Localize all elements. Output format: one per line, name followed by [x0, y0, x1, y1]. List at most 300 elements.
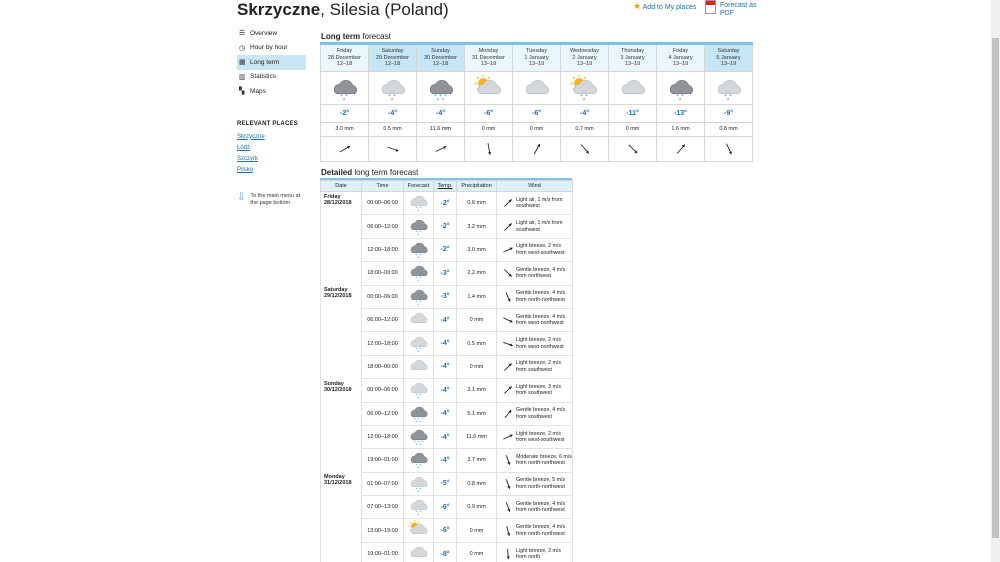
forecast-pdf-label: Forecast as PDF	[720, 2, 757, 17]
wind-arrow-icon	[500, 408, 516, 420]
date-value: 30/12/2018	[324, 386, 352, 393]
wind-description: Light breeze, 3 m/s from southwest	[516, 383, 562, 397]
bar-chart-icon: ▥	[239, 73, 246, 81]
day-day: Saturday	[381, 48, 404, 54]
day-precipitation: 0 mm	[609, 123, 657, 136]
wind-description: Light breeze, 2 m/s from west-southwest	[516, 243, 565, 256]
temperature-cell: -3°	[434, 285, 457, 308]
time-cell: 18:00–00:00	[362, 262, 404, 285]
wind-info	[500, 290, 572, 303]
wind-arrow-icon	[500, 314, 516, 326]
day-header[interactable]	[465, 45, 513, 71]
date-value: 31/12/2018	[324, 480, 352, 487]
day-day: Sunday	[431, 48, 450, 54]
svg-text:*: *	[417, 416, 420, 421]
wind-description: Gentle breeze, 4 m/s from north-northwest	[516, 500, 566, 514]
long-term-forecast-table	[320, 42, 753, 162]
svg-text:*: *	[441, 97, 445, 102]
day-header[interactable]	[513, 45, 561, 71]
precipitation-row	[320, 123, 753, 137]
svg-text:*: *	[676, 93, 679, 100]
sun-cloud-icon	[465, 72, 513, 104]
svg-text:*: *	[417, 302, 420, 306]
wind-arrow-icon	[500, 525, 516, 537]
detailed-title-rest: long term forecast	[352, 168, 419, 177]
cloud-snow-icon	[408, 205, 429, 214]
wind-cell	[497, 425, 573, 448]
temperature-cell: -4°	[434, 332, 457, 355]
precipitation-cell: 3.2 mm	[457, 215, 497, 238]
wind-info	[500, 267, 572, 280]
svg-text:*: *	[434, 93, 437, 100]
scrollbar-thumb[interactable]	[992, 38, 999, 538]
svg-text:*: *	[419, 205, 421, 210]
svg-text:*: *	[345, 93, 348, 100]
day-day: Thursday	[621, 48, 644, 54]
temperature-cell: -2°	[434, 215, 457, 238]
wind-arrow-icon	[500, 338, 516, 350]
time-cell: 18:00–00:00	[362, 355, 404, 378]
svg-text:*: *	[388, 93, 391, 100]
day-temperature: -4°	[417, 105, 465, 122]
forecast-cell	[404, 355, 434, 378]
day-day: Saturday	[717, 48, 740, 54]
svg-text:*: *	[419, 486, 421, 491]
time-cell: 00:00–06:00	[362, 379, 404, 402]
temperature-cell: -5°	[434, 472, 457, 495]
forecast-cell	[404, 215, 434, 238]
map-icon: ▚	[239, 88, 245, 96]
date-value: 28/12/2018	[324, 200, 352, 206]
date-day: Friday	[324, 194, 341, 200]
place-region: , Silesia (Poland)	[320, 0, 449, 19]
wind-description: Light breeze, 2 m/s from west-southwest	[516, 430, 565, 444]
day-temperature: -4°	[561, 105, 609, 122]
icons-row	[320, 72, 753, 105]
svg-text:*: *	[681, 93, 684, 100]
relevant-place-link[interactable]: Szczyrk	[237, 156, 258, 163]
wind-arrow-icon	[513, 137, 561, 161]
wind-info	[500, 220, 572, 233]
cloud-snow-icon	[408, 465, 429, 471]
wind-cell	[497, 308, 573, 331]
svg-text:*: *	[419, 229, 421, 234]
svg-text:*: *	[413, 416, 416, 421]
wind-description: Light breeze, 2 m/s from north	[516, 547, 562, 561]
svg-text:*: *	[415, 346, 418, 351]
svg-text:*: *	[340, 93, 343, 100]
wind-description: Gentle breeze, 4 m/s from west-northwest	[516, 313, 566, 327]
cloud-snow-icon	[657, 72, 705, 104]
temperature-cell: -4°	[434, 308, 457, 331]
day-precipitation: 0 mm	[513, 123, 561, 136]
forecast-cell	[404, 449, 434, 472]
precipitation-cell: 3.0 mm	[457, 238, 497, 261]
svg-text:*: *	[582, 97, 586, 102]
svg-text:*: *	[726, 97, 730, 102]
cloud-heavy-snow-icon	[417, 72, 465, 104]
svg-text:*: *	[417, 349, 420, 353]
column-header-date: Date	[321, 181, 362, 192]
svg-text:*: *	[390, 97, 394, 102]
wind-arrow-icon	[369, 137, 417, 161]
wind-cell	[497, 472, 573, 495]
day-hours: 13–19	[576, 61, 593, 67]
wind-info	[500, 524, 572, 537]
svg-text:*: *	[413, 439, 416, 444]
page-scrollbar[interactable]	[991, 0, 1000, 562]
wind-arrow-icon	[500, 384, 516, 396]
day-temperature: -6°	[465, 105, 513, 122]
wind-arrow-icon	[500, 431, 516, 443]
add-to-my-places-link[interactable]	[633, 2, 696, 12]
day-temperature: -9°	[705, 105, 753, 122]
time-cell: 00:00–06:00	[362, 285, 404, 308]
back-to-menu-link[interactable]	[237, 193, 306, 207]
time-cell: 06:00–12:00	[362, 402, 404, 425]
cloud-snow-icon	[408, 229, 429, 238]
wind-arrow-icon	[500, 361, 516, 373]
wind-cell	[497, 285, 573, 308]
temperature-cell: -4°	[434, 449, 457, 472]
cloud-snow-icon	[408, 512, 429, 518]
forecast-cell	[404, 285, 434, 308]
day-temperature: -4°	[369, 105, 417, 122]
column-header-time: Time	[362, 181, 404, 192]
temperature-row	[320, 105, 753, 123]
back-to-menu-label: To the main menu at the page bottom	[250, 192, 301, 206]
svg-text:*: *	[417, 232, 420, 236]
sidebar-item-maps[interactable]	[237, 84, 306, 99]
day-date: 4 January	[668, 54, 693, 61]
relevant-place-link[interactable]: Łódź	[237, 144, 251, 151]
wind-info	[500, 548, 572, 561]
forecast-pdf-link[interactable]	[720, 2, 760, 18]
day-hours: 12–18	[432, 61, 449, 67]
day-header[interactable]	[561, 45, 609, 71]
svg-text:*: *	[415, 419, 418, 423]
temperature-cell: -4°	[434, 425, 457, 448]
svg-text:*: *	[417, 396, 420, 400]
long-term-title-bold: Long term	[321, 32, 361, 41]
wind-description: Light breeze, 2 m/s from southwest	[516, 360, 562, 373]
day-precipitation: 1.6 mm	[657, 123, 705, 136]
precipitation-cell: 0.6 mm	[457, 192, 497, 215]
detailed-table-body	[321, 192, 573, 562]
cloud-snow-icon	[705, 72, 753, 104]
wind-arrow-icon	[500, 197, 516, 209]
down-arrow-icon: ⇩	[237, 191, 246, 203]
svg-text:*: *	[415, 299, 418, 304]
wind-info	[500, 243, 572, 256]
wind-info	[500, 314, 572, 327]
cloud-heavy-snow-icon	[408, 416, 429, 425]
wind-cell	[497, 449, 573, 472]
time-cell: 13:00–19:00	[362, 519, 404, 542]
time-cell: 12:00–18:00	[362, 238, 404, 261]
wind-arrow-icon	[465, 137, 513, 161]
precipitation-cell: 0 mm	[457, 308, 497, 331]
time-cell: 19:00–01:00	[362, 542, 404, 562]
svg-text:*: *	[585, 93, 588, 100]
day-precipitation: 0 mm	[465, 123, 513, 136]
day-day: Friday	[336, 48, 353, 54]
detailed-table-header	[321, 181, 573, 192]
day-header[interactable]	[320, 45, 369, 71]
table-row	[321, 192, 573, 215]
svg-text:*: *	[419, 346, 421, 351]
cloud-snow-icon	[408, 395, 429, 401]
svg-text:*: *	[419, 393, 421, 398]
wind-cell	[497, 519, 573, 542]
wind-arrow-icon	[500, 267, 516, 279]
day-temperature: -6°	[513, 105, 561, 122]
day-precipitation: 0.7 mm	[561, 123, 609, 136]
long-term-title-rest: forecast	[360, 32, 391, 41]
cloud-heavy-snow-icon	[408, 439, 429, 448]
wind-cell	[497, 238, 573, 261]
cloud-icon	[609, 72, 657, 104]
column-header-precipitation: Precipitation	[457, 181, 497, 192]
wind-arrow-icon	[500, 501, 516, 513]
date-cell	[321, 379, 362, 473]
day-date: 29 December	[375, 54, 410, 61]
day-temperature: -11°	[609, 105, 657, 122]
pdf-icon[interactable]	[705, 0, 716, 14]
detailed-title-bold: Detailed	[321, 168, 353, 177]
day-hours: 13–19	[672, 61, 689, 67]
table-row	[321, 285, 573, 308]
relevant-places-list	[237, 134, 306, 179]
forecast-cell	[404, 192, 434, 215]
svg-text:*: *	[417, 255, 420, 259]
svg-text:*: *	[342, 97, 346, 102]
day-date: 3 January	[620, 54, 645, 61]
sidebar-item-overview[interactable]	[237, 26, 306, 41]
detailed-title	[321, 168, 418, 177]
relevant-place-link[interactable]: Pilsko	[237, 167, 254, 174]
column-header-temp[interactable]: Temp.	[434, 181, 457, 192]
svg-text:*: *	[724, 93, 727, 100]
svg-text:*: *	[419, 419, 422, 423]
wind-info	[500, 360, 572, 373]
precipitation-cell: 0 mm	[457, 355, 497, 378]
wind-cell	[497, 542, 573, 562]
day-precipitation: 11.6 mm	[417, 123, 465, 136]
wind-cell	[497, 496, 573, 519]
relevant-places-heading: RELEVANT PLACES	[237, 120, 298, 127]
wind-cell	[497, 215, 573, 238]
table-row	[321, 472, 573, 495]
temperature-cell: -6°	[434, 519, 457, 542]
column-header-forecast: Forecast	[404, 181, 434, 192]
day-precipitation: 0.8 mm	[705, 123, 753, 136]
forecast-cell	[404, 262, 434, 285]
date-value: 29/12/2018	[324, 293, 352, 300]
wind-arrow-icon	[500, 454, 516, 466]
relevant-place-link[interactable]: Skrzyczne	[237, 133, 265, 140]
calendar-icon: ▦	[239, 59, 246, 67]
temperature-cell: -2°	[434, 192, 457, 215]
wind-arrow-icon	[320, 137, 369, 161]
day-date: 30 December	[423, 54, 458, 61]
wind-info	[500, 501, 572, 514]
svg-text:*: *	[417, 439, 420, 444]
wind-arrow-icon	[561, 137, 609, 161]
cloud-icon	[408, 372, 429, 378]
cloud-icon	[513, 72, 561, 104]
day-header[interactable]	[609, 45, 657, 71]
day-date: 5 January	[716, 54, 741, 61]
time-cell: 01:00–07:00	[362, 472, 404, 495]
wind-description: Gentle breeze, 4 m/s from northwest	[516, 266, 566, 280]
wind-arrow-icon	[500, 221, 516, 233]
wind-arrow-icon	[657, 137, 705, 161]
svg-text:*: *	[417, 489, 420, 493]
svg-text:*: *	[419, 442, 422, 447]
day-header[interactable]	[369, 45, 417, 71]
wind-arrow-icon	[705, 137, 753, 161]
sidebar-item-hour-by-hour[interactable]	[237, 41, 306, 56]
days-row	[320, 45, 753, 72]
svg-text:*: *	[729, 93, 732, 100]
day-day: Wednesday	[570, 48, 599, 54]
time-cell: 19:00–01:00	[362, 449, 404, 472]
svg-text:*: *	[415, 276, 418, 281]
day-day: Friday	[672, 48, 689, 54]
forecast-cell	[404, 308, 434, 331]
sidebar-item-label: Hour by hour	[250, 44, 288, 52]
detailed-forecast-table	[320, 180, 573, 562]
wind-info	[500, 454, 572, 467]
wind-cell	[497, 192, 573, 215]
sun-cloud-snow-icon	[561, 72, 609, 104]
cloud-snow-icon	[369, 72, 417, 104]
svg-text:*: *	[580, 93, 583, 100]
day-date: 1 January	[524, 54, 549, 61]
precipitation-cell: 1.4 mm	[457, 285, 497, 308]
svg-text:*: *	[421, 416, 424, 421]
day-header[interactable]	[657, 45, 705, 71]
svg-text:*: *	[678, 97, 682, 102]
precipitation-cell: 11.6 mm	[457, 425, 497, 448]
forecast-cell	[404, 519, 434, 542]
cloud-snow-icon	[408, 252, 429, 261]
wind-info	[500, 477, 572, 490]
svg-text:*: *	[419, 276, 421, 281]
day-header[interactable]	[705, 45, 753, 71]
forecast-cell	[404, 402, 434, 425]
day-precipitation: 0.5 mm	[369, 123, 417, 136]
sidebar-item-label: Maps	[250, 87, 266, 95]
temperature-cell: -4°	[434, 402, 457, 425]
date-day: Sunday	[324, 380, 344, 387]
cloud-snow-icon	[408, 278, 429, 284]
precipitation-cell: 0 mm	[457, 542, 497, 562]
temperature-cell: -8°	[434, 542, 457, 562]
day-hours: 12–18	[336, 61, 353, 67]
svg-text:*: *	[419, 299, 421, 304]
date-cell	[321, 285, 362, 379]
wind-info	[500, 337, 572, 350]
svg-text:*: *	[417, 466, 420, 470]
precipitation-cell: 3.1 mm	[457, 379, 497, 402]
svg-text:*: *	[417, 513, 420, 517]
add-to-my-places-label: Add to My places	[642, 4, 697, 11]
svg-text:*: *	[444, 93, 447, 100]
svg-text:*: *	[415, 463, 418, 468]
date-day: Monday	[324, 474, 345, 481]
wind-row	[320, 137, 753, 162]
date-day: Saturday	[324, 287, 348, 294]
cloud-snow-icon	[408, 346, 429, 355]
wind-info	[500, 197, 572, 210]
wind-description: Moderate breeze, 6 m/s from north-northwest	[516, 453, 572, 467]
svg-text:*: *	[419, 463, 421, 468]
temperature-cell: -2°	[434, 238, 457, 261]
day-hours: 13–19	[720, 61, 737, 67]
clock-icon: ◷	[239, 44, 246, 52]
time-cell: 07:00–13:00	[362, 496, 404, 519]
wind-description: Gentle breeze, 4 m/s from north-northwest	[516, 524, 566, 537]
day-hours: 13–19	[624, 61, 641, 67]
precipitation-cell: 0.5 mm	[457, 332, 497, 355]
precipitation-cell: 0.9 mm	[457, 496, 497, 519]
day-hours: 12–18	[384, 61, 401, 67]
time-cell: 12:00–18:00	[362, 332, 404, 355]
date-cell	[321, 472, 362, 562]
svg-text:*: *	[415, 229, 418, 234]
sun-cloud-icon	[408, 536, 429, 542]
wind-info	[500, 407, 572, 420]
forecast-cell	[404, 379, 434, 402]
cloud-snow-icon	[408, 486, 429, 495]
forecast-cell	[404, 238, 434, 261]
day-hours: 13–19	[480, 61, 497, 67]
day-precipitation: 3.0 mm	[320, 123, 369, 136]
forecast-cell	[404, 542, 434, 562]
forecast-cell	[404, 425, 434, 448]
day-temperature: -2°	[320, 105, 369, 122]
wind-description: Gentle breeze, 5 m/s from north-northwest	[516, 477, 566, 490]
wind-cell	[497, 262, 573, 285]
svg-text:*: *	[436, 97, 440, 102]
wind-info	[500, 384, 572, 397]
temperature-cell: -3°	[434, 262, 457, 285]
sidebar-item-label: Overview	[250, 29, 278, 37]
time-cell: 00:00–06:00	[362, 192, 404, 215]
wind-arrow-icon	[500, 478, 516, 490]
forecast-cell	[404, 496, 434, 519]
day-date: 31 December	[471, 54, 506, 61]
time-cell: 06:00–12:00	[362, 308, 404, 331]
table-row	[321, 379, 573, 402]
day-header[interactable]	[417, 45, 465, 71]
svg-text:*: *	[415, 510, 418, 515]
time-cell: 12:00–18:00	[362, 425, 404, 448]
wind-description: Gentle breeze, 4 m/s from southwest	[516, 407, 566, 420]
wind-description: Light air, 1 m/s from southwest	[516, 196, 563, 210]
day-day: Monday	[478, 48, 499, 54]
forecast-cell	[404, 472, 434, 495]
cloud-snow-icon	[408, 299, 429, 308]
sidebar-item-statistics[interactable]	[237, 70, 306, 85]
svg-text:*: *	[415, 442, 418, 447]
svg-text:*: *	[415, 393, 418, 398]
sidebar-item-long-term[interactable]	[237, 55, 306, 70]
svg-text:*: *	[417, 279, 420, 283]
column-header-wind: Wind	[497, 181, 573, 192]
